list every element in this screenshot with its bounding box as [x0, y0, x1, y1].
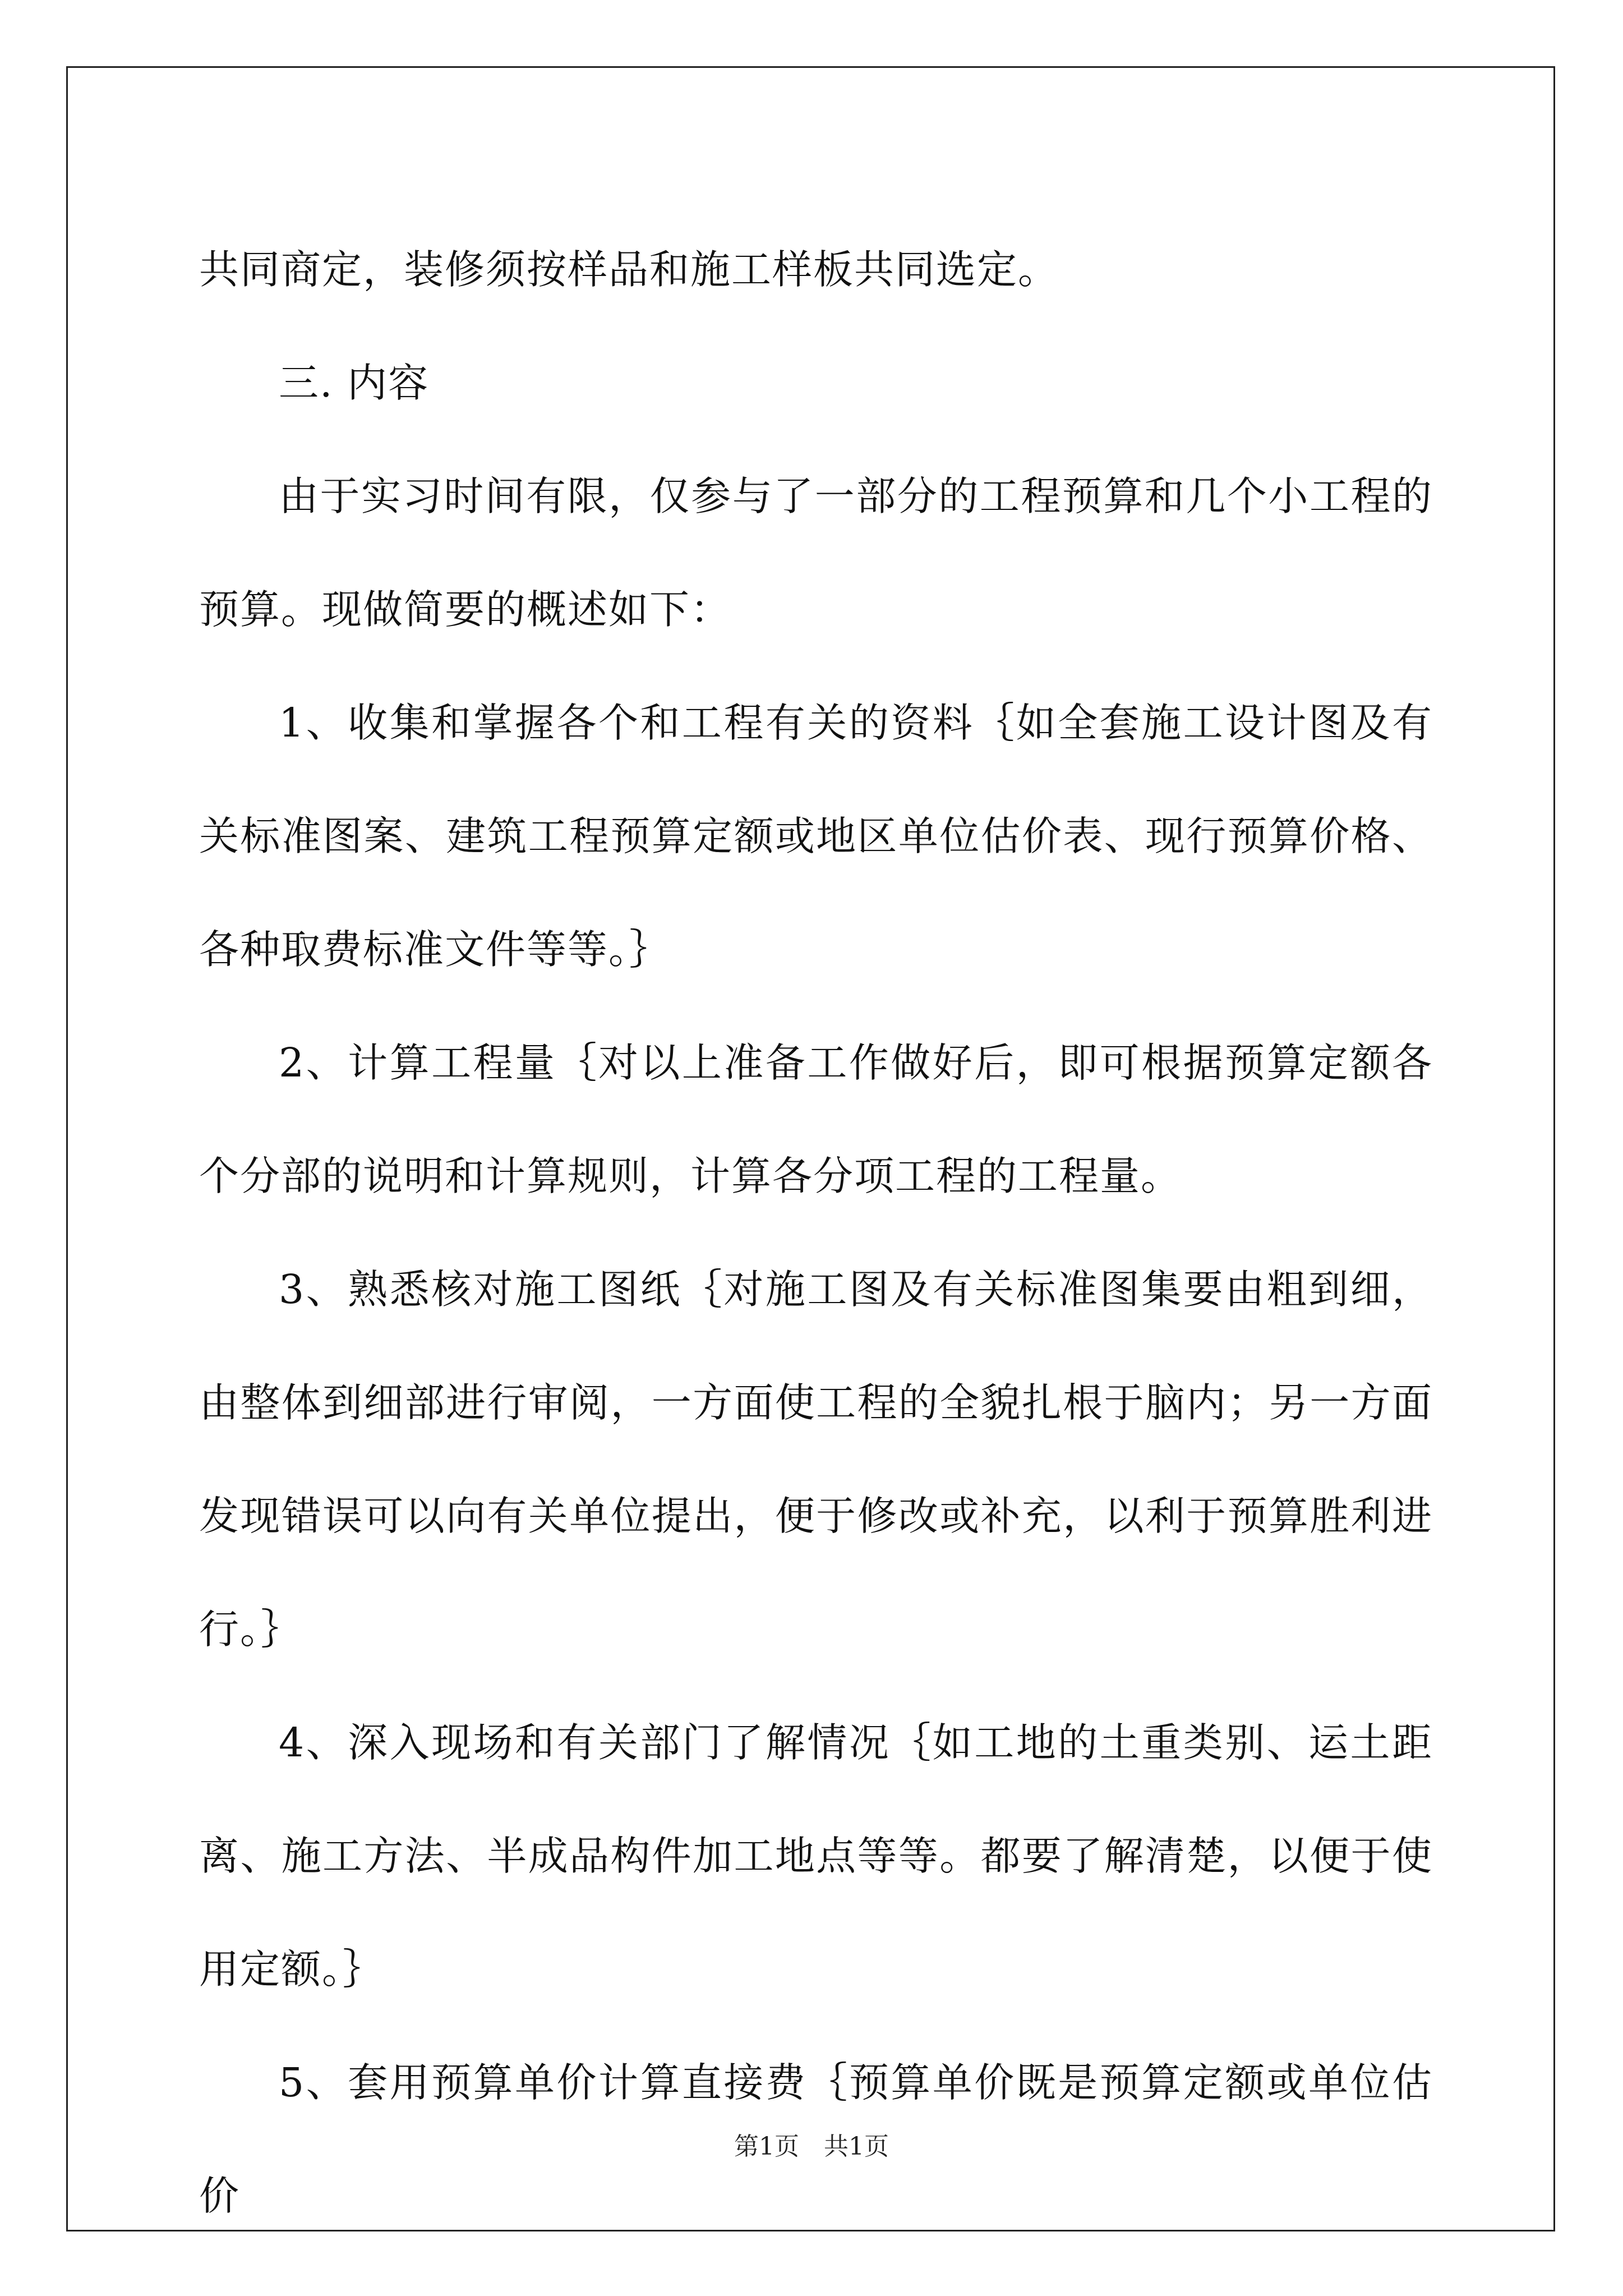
list-item-5: 5、套用预算单价计算直接费｛预算单价既是预算定额或单位估价	[199, 2059, 1433, 2219]
list-item-1: 1、收集和掌握各个和工程有关的资料｛如全套施工设计图及有关标准图案、建筑工程预算定额或地区单位估价表、现行预算价格、各种取费标准文件等等。｝	[199, 700, 1433, 973]
list-item-3: 3、熟悉核对施工图纸｛对施工图及有关标准图集要由粗到细，由整体到细部进行审阅，一方面使工程的全貌扎根于脑内；另一方面发现错误可以向有关单位提出，便于修改或补充，以利于预算胜利进行。｝	[199, 1266, 1433, 1653]
document-body	[199, 213, 1433, 2253]
paragraph-0: 共同商定，装修须按样品和施工样板共同选定。	[199, 246, 1059, 293]
section-heading-contents: 三. 内容	[279, 360, 430, 406]
list-item-4: 4、深入现场和有关部门了解情况｛如工地的土重类别、运土距离、施工方法、半成品构件加工地点等等。都要了解清楚，以便于使用定额。｝	[199, 1719, 1433, 1993]
paragraph-2: 由于实习时间有限，仅参与了一部分的工程预算和几个小工程的预算。现做简要的概述如下：	[199, 473, 1433, 633]
page-footer	[0, 2126, 1623, 2162]
list-item-2: 2、计算工程量｛对以上准备工作做好后，即可根据预算定额各个分部的说明和计算规则，计算各分项工程的工程量。	[199, 1039, 1433, 1199]
page-number: 第1页 共1页	[734, 2132, 889, 2161]
